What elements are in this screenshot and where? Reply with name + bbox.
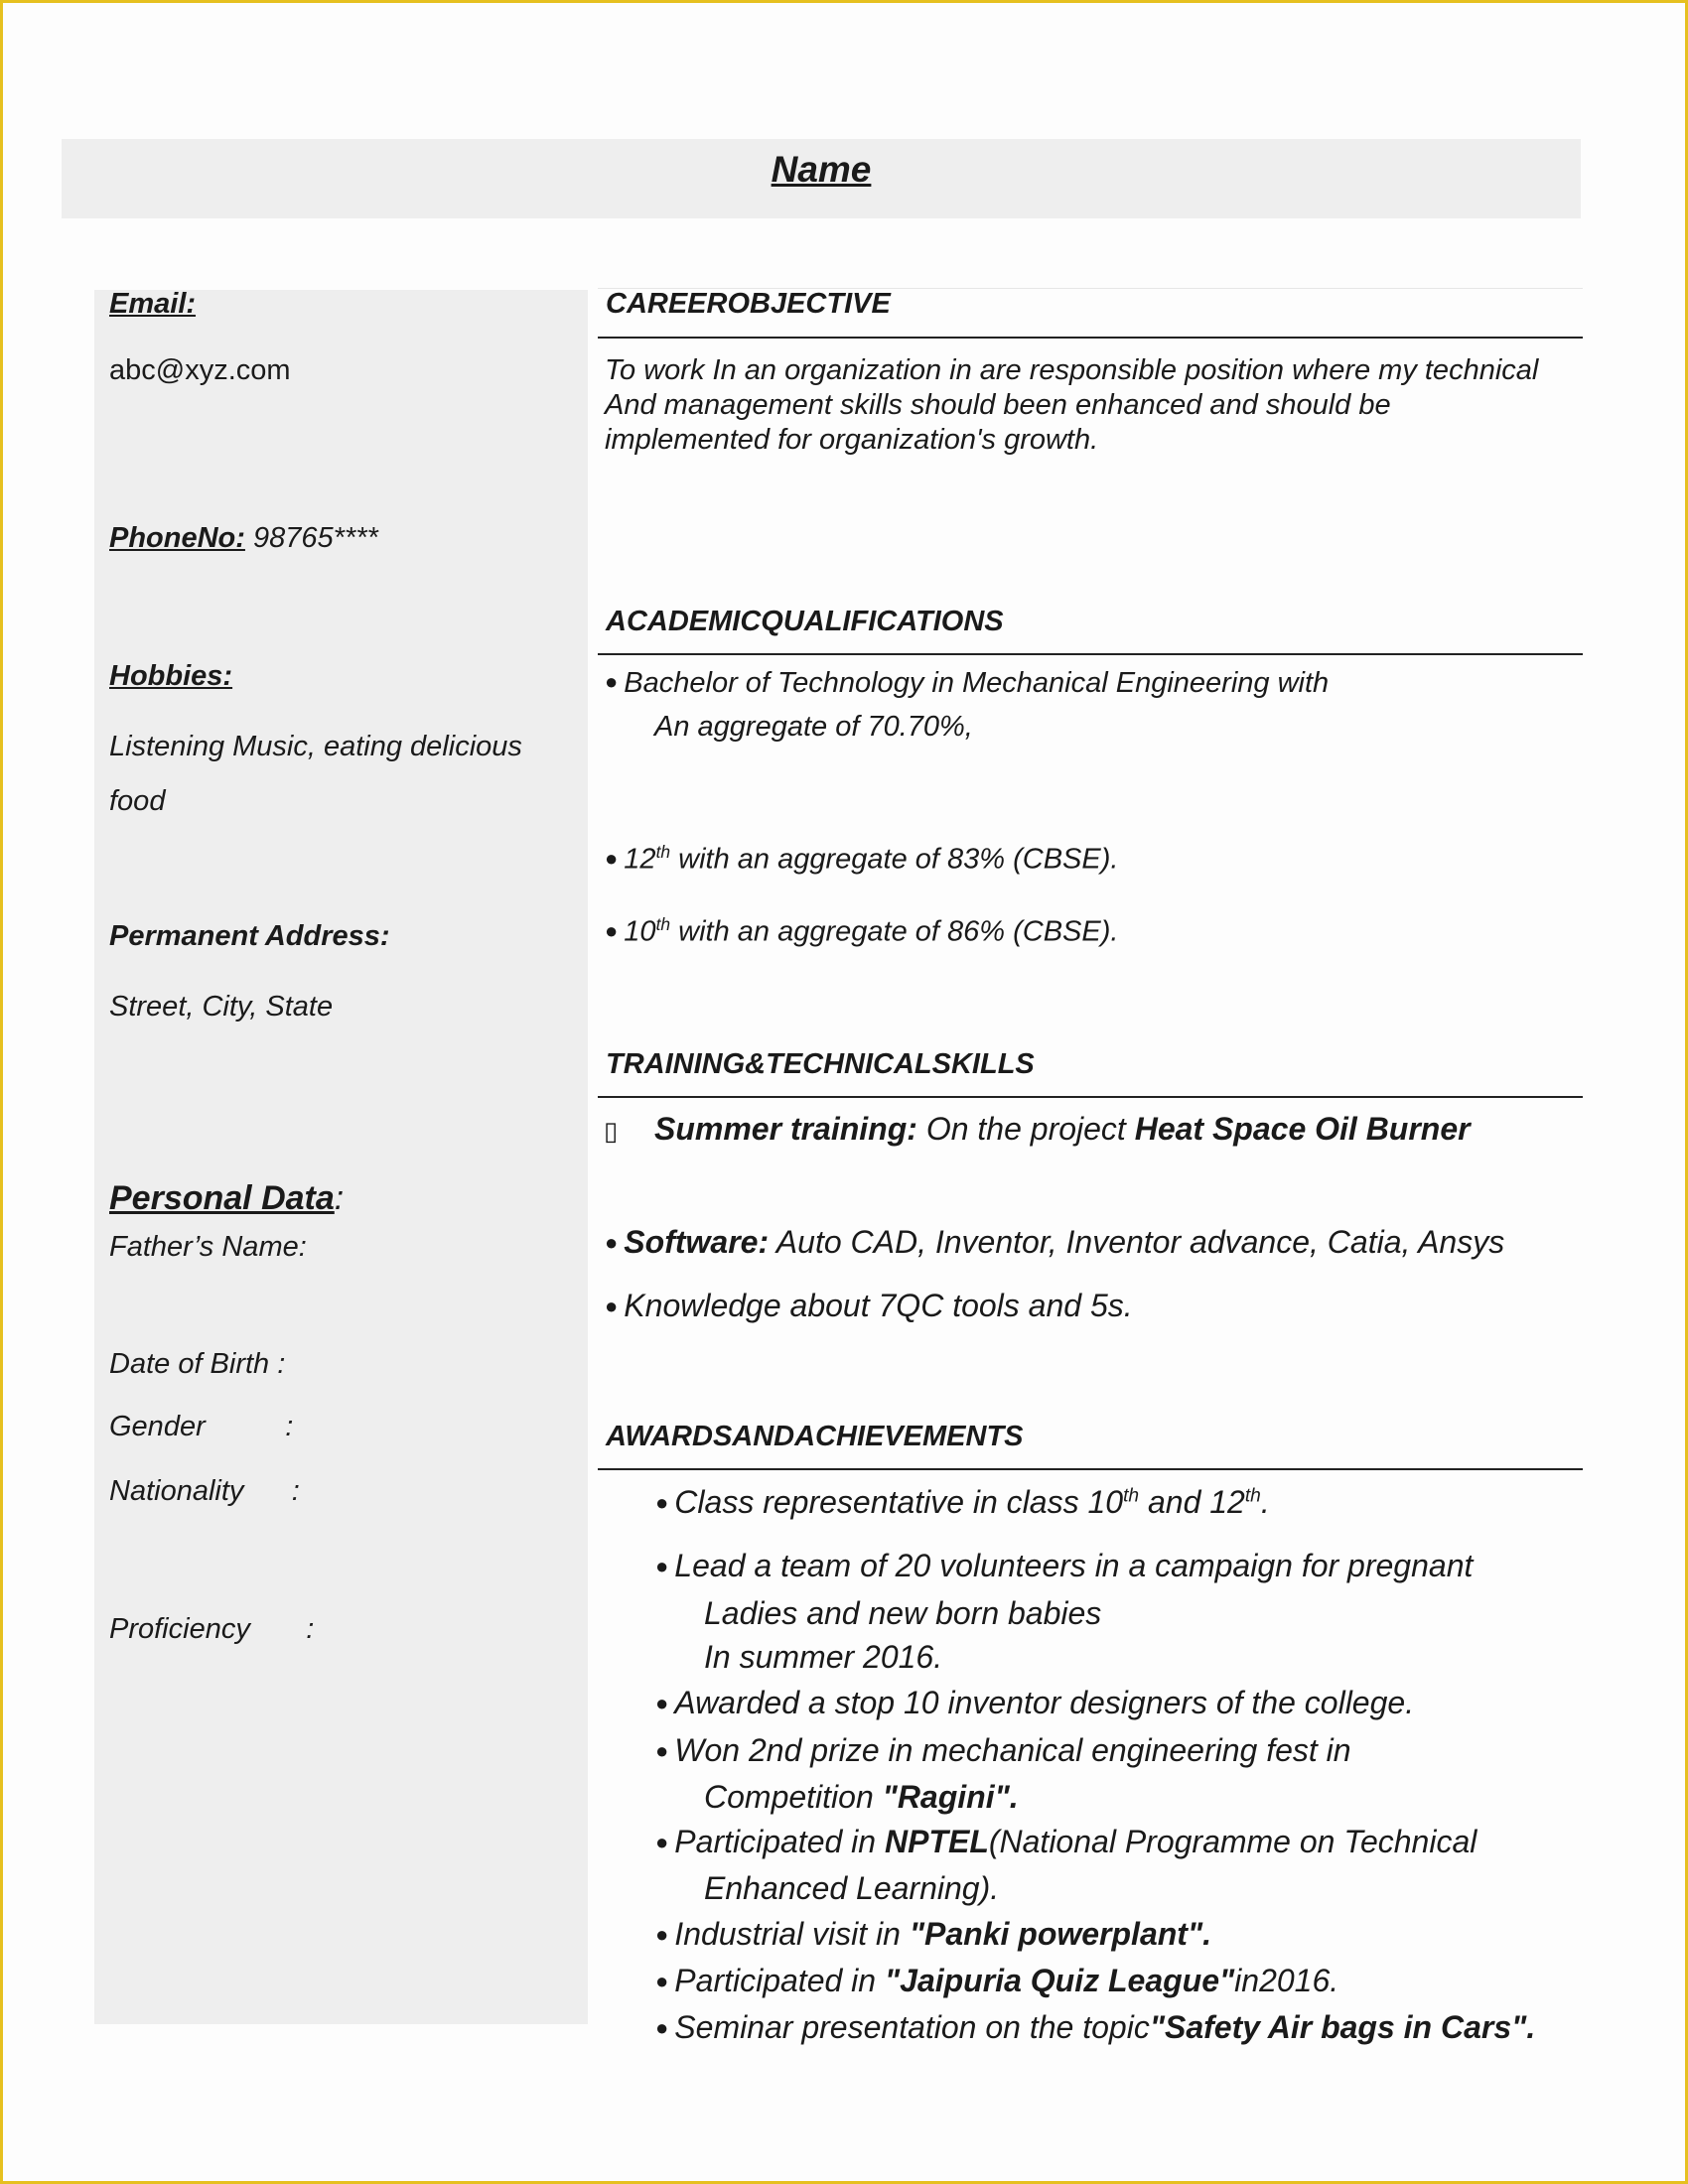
award-item-4: ● Won 2nd prize in mechanical engineering fest in: [655, 1732, 1351, 1768]
name-header: [62, 139, 1581, 218]
career-objective-title: CAREEROBJECTIVE: [606, 288, 891, 320]
software-skills: ● Software: Auto CAD, Inventor, Inventor advance, Catia, Ansys: [605, 1224, 1505, 1260]
bullet-icon: ●: [605, 917, 619, 943]
award-item-6: ● Industrial visit in "Panki powerplant".: [655, 1916, 1211, 1952]
award-item-2-line-2: Ladies and new born babies: [704, 1595, 1102, 1631]
proficiency-field: Proficiency :: [109, 1613, 315, 1645]
phone-row: [109, 522, 378, 555]
award-item-2: ● Lead a team of 20 volunteers in a campaign for pregnant: [655, 1548, 1474, 1583]
hobbies-line-1: Listening Music, eating delicious: [109, 731, 522, 762]
bullet-icon: ●: [655, 1691, 669, 1715]
bullet-icon: ●: [655, 1830, 669, 1854]
phone-value: 98765****: [244, 522, 378, 554]
award-item-3: ● Awarded a stop 10 inventor designers of the college.: [655, 1685, 1415, 1720]
awards-rule: [598, 1468, 1583, 1470]
bullet-icon: ●: [655, 1969, 669, 1993]
career-line-3: implemented for organization's growth.: [605, 424, 1099, 456]
academic-item-3: ● 10th with an aggregate of 86% (CBSE).: [605, 914, 1119, 948]
award-item-4-line-2: Competition "Ragini".: [704, 1779, 1019, 1815]
gender-field: Gender :: [109, 1411, 294, 1442]
training-title: TRAINING&TECHNICALSKILLS: [606, 1048, 1035, 1080]
address-value: Street, City, State: [109, 991, 334, 1023]
bullet-icon: ●: [655, 2015, 669, 2040]
career-line-1: To work In an organization in are responsible position where my technical: [605, 354, 1539, 386]
personal-data-label: Personal Data: [109, 1179, 335, 1217]
bullet-icon: ●: [655, 1922, 669, 1947]
award-item-5: ● Participated in NPTEL(National Programme on Technical: [655, 1824, 1477, 1859]
award-item-8: ● Seminar presentation on the topic"Safety Air bags in Cars".: [655, 2009, 1536, 2045]
bullet-icon: ●: [605, 1294, 619, 1318]
hobbies-line-2: food: [109, 785, 166, 817]
career-objective-rule: [598, 337, 1583, 339]
award-item-7: ● Participated in "Jaipuria Quiz League"in2016.: [655, 1963, 1339, 1998]
award-item-1: ● Class representative in class 10th and 12th.: [655, 1484, 1270, 1520]
bullet-icon: ●: [605, 669, 619, 694]
awards-title: AWARDSANDACHIEVEMENTS: [606, 1421, 1024, 1452]
fathers-name-field: Father’s Name:: [109, 1231, 307, 1263]
academic-item-2: ● 12th with an aggregate of 83% (CBSE).: [605, 842, 1119, 876]
summer-training: Summer training: On the project Heat Space Oil Burner: [654, 1111, 1471, 1147]
academic-rule: [598, 653, 1583, 655]
bullet-icon: ●: [655, 1738, 669, 1763]
personal-data-colon: :: [334, 1179, 345, 1217]
award-item-2-line-3: In summer 2016.: [704, 1639, 943, 1675]
knowledge-skills: ● Knowledge about 7QC tools and 5s.: [605, 1288, 1133, 1323]
summer-marker-icon: ▯: [604, 1116, 619, 1146]
bullet-icon: ●: [655, 1554, 669, 1578]
academic-title: ACADEMICQUALIFICATIONS: [606, 606, 1004, 637]
career-line-2: And management skills should been enhanced and should be: [605, 389, 1391, 421]
bullet-icon: ●: [605, 1230, 619, 1255]
training-rule: [598, 1096, 1583, 1098]
hobbies-label: Hobbies:: [109, 660, 233, 692]
address-label: Permanent Address:: [109, 920, 390, 952]
academic-item-1: ● Bachelor of Technology in Mechanical Engineering with: [605, 667, 1330, 699]
bullet-icon: ●: [605, 845, 619, 871]
personal-data-heading: [109, 1179, 344, 1218]
bullet-icon: ●: [655, 1490, 669, 1515]
academic-item-1-line-2: An aggregate of 70.70%,: [654, 711, 973, 743]
date-of-birth-field: Date of Birth :: [109, 1348, 286, 1380]
award-item-5-line-2: Enhanced Learning).: [704, 1870, 1000, 1906]
email-label: Email:: [109, 288, 197, 320]
nationality-field: Nationality :: [109, 1475, 300, 1507]
phone-label: PhoneNo:: [109, 522, 245, 554]
email-value: abc@xyz.com: [109, 354, 291, 386]
candidate-name: Name: [771, 149, 872, 190]
